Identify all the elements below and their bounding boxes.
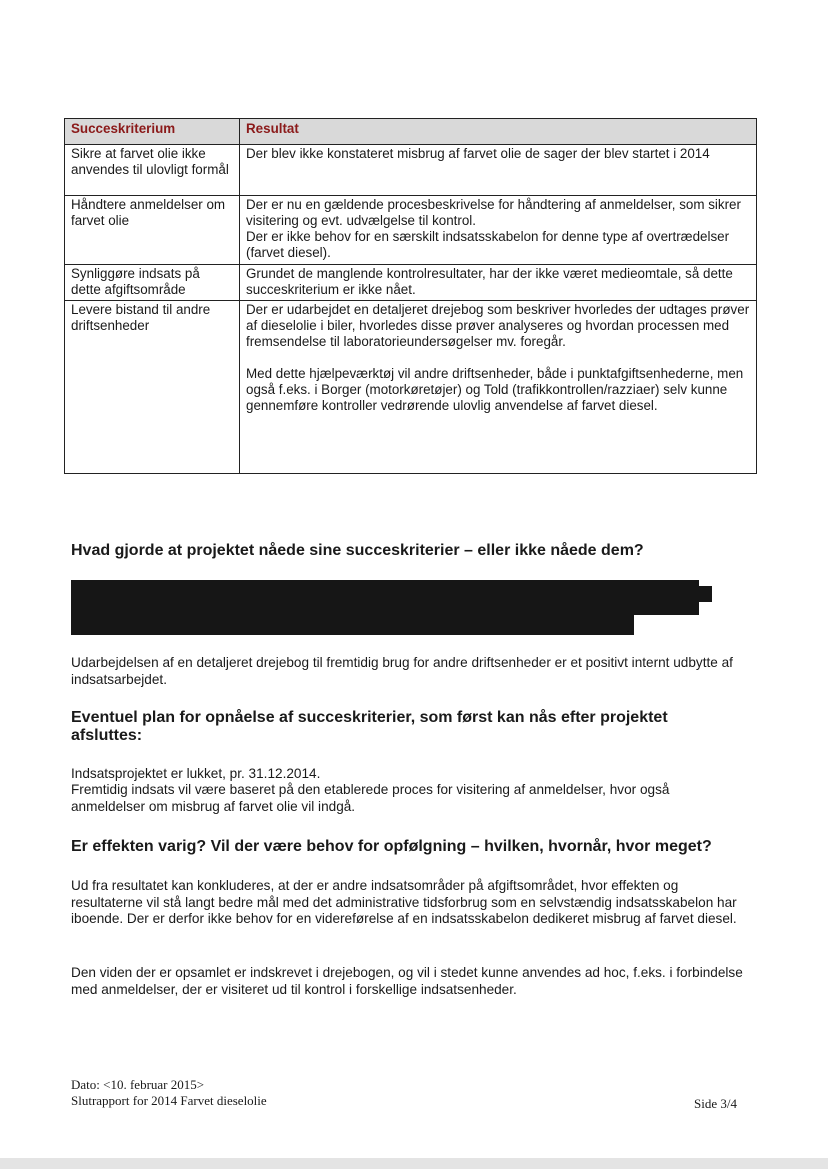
column-header-result: Resultat xyxy=(240,119,757,145)
table-row xyxy=(65,145,757,196)
page-bottom-edge xyxy=(0,1158,828,1169)
paragraph-gap xyxy=(246,350,750,366)
result-text: Grundet de manglende kontrolresultater, har der ikke været medieomtale, så dette succeskriterium er ikke nået. xyxy=(246,266,733,297)
section-heading-goals-reached: Hvad gjorde at projektet nåede sine succeskriterier – eller ikke nåede dem? xyxy=(71,542,644,559)
footer-page-number: Side 3/4 xyxy=(694,1096,737,1111)
criterion-cell: Levere bistand til andre driftsenheder xyxy=(65,301,240,474)
section-heading-plan: Eventuel plan for opnåelse af succeskriterier, som først kan nås efter projektet afsluttes: xyxy=(71,709,668,744)
redaction-block xyxy=(697,586,712,602)
table-row xyxy=(65,301,757,474)
footer-report-title: Slutrapport for 2014 Farvet dieselolie xyxy=(71,1093,267,1108)
result-text: Der er nu en gældende procesbeskrivelse for håndtering af anmeldelser, som sikrer visitering og evt. udvælgelse til kontrol. xyxy=(246,197,741,228)
result-cell xyxy=(240,145,757,196)
table-header-row xyxy=(65,119,757,145)
result-cell xyxy=(240,301,757,474)
criterion-cell: Synliggøre indsats på dette afgiftsområde xyxy=(65,265,240,301)
table-row xyxy=(65,196,757,265)
result-text: Med dette hjælpeværktøj vil andre driftsenheder, både i punktafgiftsenhederne, men også f.eks. i Borger (motorkøretøjer) og Told (trafikkontrollen/razziaer) selv kunne gennemføre kontroller vedrørende ulovlig anvendelse af farvet diesel. xyxy=(246,366,744,413)
result-text: Der er udarbejdet en detaljeret drejebog som beskriver hvorledes der udtages prøver af dieselolie i biler, hvorledes disse prøver analyseres og hvordan processen med fremsendelse til laboratorieundersøgelser mv. foregår. xyxy=(246,302,750,349)
section-line: Indsatsprojektet er lukket, pr. 31.12.2014. xyxy=(71,766,321,781)
criterion-cell: Håndtere anmeldelser om farvet olie xyxy=(65,196,240,265)
section-heading-effect: Er effekten varig? Vil der være behov for opfølgning – hvilken, hvornår, hvor meget? xyxy=(71,838,712,855)
footer-date: Dato: <10. februar 2015> xyxy=(71,1077,205,1092)
result-cell xyxy=(240,265,757,301)
redaction-block xyxy=(71,580,699,615)
redaction-block xyxy=(71,612,634,635)
column-header-criterion: Succeskriterium xyxy=(65,119,240,145)
criterion-cell: Sikre at farvet olie ikke anvendes til ulovligt formål xyxy=(65,145,240,196)
result-text: Der er ikke behov for en særskilt indsatsskabelon for denne type af overtrædelser (farvet diesel). xyxy=(246,229,730,260)
section-paragraph: Den viden der er opsamlet er indskrevet i drejebogen, og vil i stedet kunne anvendes ad hoc, f.eks. i forbindelse med anmeldelser, der er visiteret ud til kontrol i forskellige indsatsenheder. xyxy=(71,965,743,997)
table-row xyxy=(65,265,757,301)
result-text: Der blev ikke konstateret misbrug af farvet olie de sager der blev startet i 2014 xyxy=(246,146,710,161)
result-cell xyxy=(240,196,757,265)
section-paragraph: Fremtidig indsats vil være baseret på den etablerede proces for visitering af anmeldelser, hvor også anmeldelser om misbrug af farvet olie vil indgå. xyxy=(71,782,670,814)
success-criteria-table xyxy=(64,118,757,474)
section-paragraph: Ud fra resultatet kan konkluderes, at der er andre indsatsområder på afgiftsområdet, hvor effekten og resultaterne vil stå langt bedre mål med det administrative tidsforbrug som en selvstændig indsatsskabelon har iboende. Der er derfor ikke behov for en videreførelse af en indsatsskabelon dedikeret misbrug af farvet diesel. xyxy=(71,878,737,926)
section-paragraph: Udarbejdelsen af en detaljeret drejebog til fremtidig brug for andre driftsenheder er et positivt internt udbytte af indsatsarbejdet. xyxy=(71,655,733,687)
